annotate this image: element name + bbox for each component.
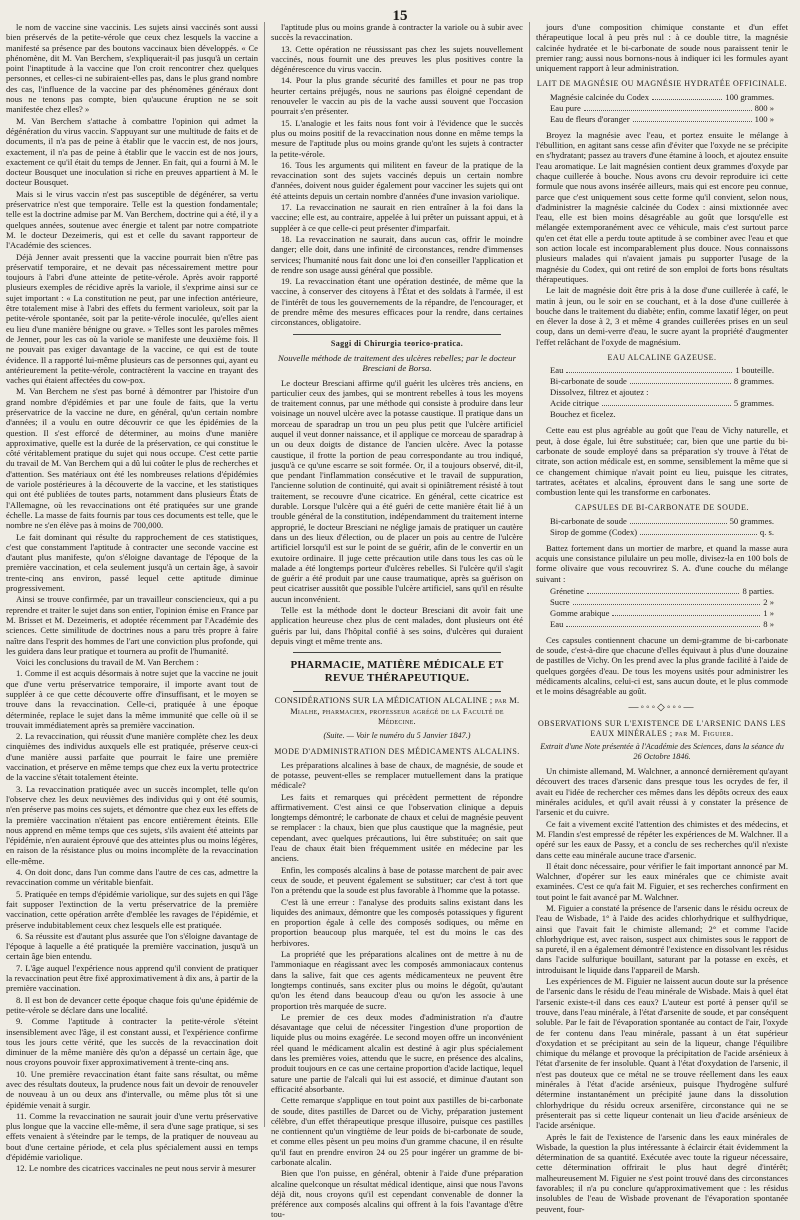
paragraph: 16. Tous les arguments qui militent en faveur de la pratique de la revaccination sont des sujets vaccinés depuis un certain nombre d'années, doivent nous guider également pour vacciner les sujets qui ont été atteints depuis un certain nombre d'années d'une invasion variolique. (271, 159, 523, 201)
recipe-ingredient: Dissolvez, filtrez et ajoutez : (550, 387, 649, 398)
paragraph: 9. Comme l'aptitude à contracter la petite-vérole s'éteint insensiblement avec l'âge, il est constant aussi, et l'expérience confirme tous les jours cette vérité, que les succès de la revaccination doit diminuer de la même manière dès qu'on a dépassé un certain âge, que nous croyons pouvoir fixer approximativement à trente-cinq ans. (6, 1016, 258, 1068)
article-title: OBSERVATIONS SUR L'EXISTENCE DE L'ARSENIC DANS LES EAUX MINÉRALES ; par M. Figuier. (538, 718, 786, 739)
column-2 (264, 22, 529, 1220)
recipe-title: EAU ALCALINE GAZEUSE. (607, 353, 717, 363)
paragraph: Ces capsules contiennent chacune un demi-gramme de bi-carbonate de soude, c'est-à-dire que chacune d'elles équivaut à plus d'une douzaine de pastilles de Vichy. On les prend avec la plus grande facilité à l'aide de quelques gorgées d'eau. De tous les moyens usités pour administrer les médicaments alcalins, celui-ci est, sans aucun doute, et le plus commode et le moins désagréable au goût. (536, 634, 788, 697)
paragraph: Les faits et remarques qui précèdent permettent de répondre affirmativement. C'est ainsi ce que l'observation clinique a depuis longtemps démontré; le carbonate de chaux et celui de magnésie peuvent se remplacer : la chaux, bien que plus caustique que la magnésie, peut cependant, avec quelques précautions, lui être substituée; on sait que l'eau de chaux était bien fréquemment usitée en médecine par les anciens. (271, 791, 523, 864)
paragraph: Le lait de magnésie doit être pris à la dose d'une cuillerée à café, le matin à jeun, ou le soir en se couchant, et à la dose d'une cuillerée à bouche dans le traitement du diabète; enfin, comme laxatif léger, on peut en élever la dose à 2, 3 et même 4 grandes cuillerées prises en un seul coup, dans un demi-verre d'eau, le sucre ayant la propriété d'augmenter l'effet relâchant de l'oxyde de magnésium. (536, 285, 788, 347)
dot-leader (566, 619, 760, 627)
paragraph: Enfin, les composés alcalins à base de potasse marchent de pair avec ceux de soude, et peuvent également se substituer; car c'est à tort que l'on a prétendu que la soude est plus favorable à l'homme que la potasse. (271, 864, 523, 896)
paragraph: Ce fait a vivement excité l'attention des chimistes et des médecins, et M. Flandin s'est empressé de répéter les expériences de M. Walchner. Il a opéré sur les eaux de Passy, et a conclu de ses recherches qu'il n'existe dans cette eau minérale aucune trace d'arsenic. (536, 818, 788, 860)
recipe-row (550, 103, 774, 114)
paragraph: 14. Pour la plus grande sécurité des familles et pour ne pas trop heurter certains préjugés, nous ne saurions pas éloigné cependant de renouveler le vaccin au pis de la vache aussi souvent que l'occasion pourrait s'en présenter. (271, 75, 523, 117)
paragraph: 11. Comme la revaccination ne saurait jouir d'une vertu préservative plus longue que la vaccine elle-même, il sera d'une sage pratique, si ses effets venaient à s'éteindre par le temps, de la pratiquer de nouveau au bout d'une certaine période, et cela plus spécialement aussi en temps d'épidémie variolique. (6, 1110, 258, 1163)
paragraph: 10. Une première revaccination étant faite sans résultat, ou même avec des résultats douteux, la prudence nous fait un devoir de renouveler de nouveau à un ou deux ans d'intervalle, ou même plus tôt si une épidémie venait à surgir. (6, 1068, 258, 1110)
recipe-row (550, 597, 774, 608)
paragraph: Cette eau est plus agréable au goût que l'eau de Vichy naturelle, et peut, à dose égale, lui être substituée; car, bien que une partie du bi-carbonate de soude employé dans sa préparation s'y trouve à l'état de citrate, son action médicale est, en somme, sensiblement la même que si ce changement chimique n'avait point eu lieu, puisque les citrates, tartrates, acétates et alcalins, éprouvent dans le sang une sorte de combustion lente qui les transforme en carbonates. (536, 425, 788, 498)
dot-leader (612, 608, 760, 616)
dot-leader (573, 597, 761, 605)
dated-note: Extrait d'une Note présentée à l'Académie des Sciences, dans la séance du 26 Octobre 1846. (540, 741, 784, 761)
paragraph: Un chimiste allemand, M. Walchner, a annoncé dernièrement qu'ayant découvert des traces d'arsenic dans presque tous les ocrydes de fer, il avait eu l'idée de rechercher ces mêmes dans les dépôts ocreux des eaux minérales acidules, et qu'il avait réussi à y constater la présence de l'arsenic et du cuivre. (536, 766, 788, 818)
suite-note: (Suite. — Voir le numéro du 5 Janvier 1847.) (323, 731, 471, 741)
recipe-ingredient: Bi-carbonate de soude (550, 376, 627, 387)
recipe-row (550, 92, 774, 103)
dot-leader (602, 398, 731, 406)
recipe-ingredient: Acide citrique (550, 398, 599, 409)
paragraph: jours d'une composition chimique constante et d'un effet thérapeutique local à peu près nul : à ce double titre, la magnésie calcinée hydratée et le bi-carbonate de soude nous paraissent tenir le premier rang; aussi nous bornons-nous à indiquer ici les formules ayant uniquement rapport à leur administration. (536, 22, 788, 74)
paragraph: M. Van Berchem ne s'est pas borné à démontrer par l'histoire d'un grand nombre d'épidémies et par une foule de faits, que la vertu préservatrice de la vaccine ne dure, en général, qu'un certain nombre d'années; il a voulu en outre découvrir ce que les épidémies de la question. Il s'est efforcé de déterminer, au moins d'une manière approximative, quelle est la durée de la préservation, ce qui constitue le côté véritablement pratique du sujet qui nous occupe. C'est cette partie du travail de M. Van Berchem qui a dû lui coûter le plus de recherches et d'attention. Ses matériaux ont été les nombreuses relations d'épidémies de variole postérieures à la découverte de la vaccine, et les statistiques qui ont été publiées de toutes parts, notamment dans plusieurs États de l'Allemagne, où les revaccinations ont été pratiquées sur une grande échelle. La masse de faits fournis par tous ces documents est telle, que le nombre ne s'en élève pas à moins de 700,000. (6, 386, 258, 531)
recipe-table (550, 92, 774, 125)
recipe-ingredient: Sucre (550, 596, 570, 607)
recipe-row (550, 409, 774, 420)
paragraph: M. Van Berchem s'attache à combattre l'opinion qui admet la dégénération du virus vaccin. S'appuyant sur une multitude de faits et de documents, il n'a pas de peine à établir que le vaccin est, de nos jours, exactement, il n'a pas de peine à établir que le vaccin est de nos jours, exactement ce qu'il était du temps de Jenner. En fait, qui a fourni à M. le docteur Bousquet une inoculation si riche en preuves appartient à M. le docteur Bousquet. (6, 115, 258, 188)
paragraph: 1. Comme il est acquis désormais à notre sujet que la vaccine ne jouit que d'une vertu préservatrice temporaire, il importe avant tout de suppléer à ce que cette découverte offre d'insuffisant, et le moyen se trouve dans la revaccination. Celle-ci, pratiquée à une époque déterminée, replace le sujet dans la même immunité que celle où il se trouvait immédiatement après sa première vaccination. (6, 668, 258, 730)
paragraph: Cette remarque s'applique en tout point aux pastilles de bi-carbonate de soude, dites pastilles de Darcet ou de Vichy, préparation justement célèbre, d'un effet thérapeutique presque illusoire, puisque ces pastilles ne contiennent qu'un vingtième de leur poids de bi-carbonate de soude, et comme elles pèsent un peu moins d'un gramme chacune, il en résulte qu'il faut en prendre environ 24 ou 25 pour ingérer un gramme de bi-carbonate alcalin. (271, 1095, 523, 1167)
recipe-ingredient: Bi-carbonate de soude (550, 515, 627, 526)
paragraph: Déjà Jenner avait pressenti que la vaccine pourrait bien n'être pas préservatif temporaire, et ne devait pas nécessairement mettre pour toujours à l'abri d'une atteinte de petite-vérole. Après avoir rapporté plusieurs exemples de récidive après la variole, il s'exprime ainsi sur ce sujet important : « La constitution ne peut, par une infection antérieure, être totalement mise à l'abri des effets du ferment varioleux, soit par la petite-vérole spontanée, soit par la petite-vérole inoculée, qu'elles aient eu lieu d'une manière bénigne ou grave. » Telles sont les paroles mêmes de Jenner, pour les cas où la variole se manifeste une deuxième fois. Il ne pouvait pas exiger davantage de la vaccine, ce qui est de toute évidence. Il a rapporté lui-même plusieurs cas de personnes qui, ayant eu antérieurement la petite-vérole, contractèrent la vaccine en trayant des vaches qui étaient affectées du cow-pox. (6, 251, 258, 386)
paragraph: La propriété que les préparations alcalines ont de mettre à nu de l'ammoniaque en réagissant avec les composés ammoniacaux contenus dans la salive, fait que ces agents médicamenteux ne peuvent être longtemps continués, sans exciter plus ou moins le dégoût, qu'autant qu'on les étend dans beaucoup d'eau ou qu'on les associe à une proportion très marquée de sucre. (271, 949, 523, 1011)
recipe-quantity: 8 parties. (742, 585, 774, 596)
paragraph: 19. La revaccination étant une opération destinée, de même que la vaccine, à conserver des citoyens à l'État et des soldats à l'armée, il est de l'intérêt de tous les gouvernements de la répandre, de l'encourager, et de prendre même des mesures efficaces pour la rendre, dans certaines circonstances, obligatoire. (271, 276, 523, 328)
recipe-ingredient: Eau pure (550, 102, 581, 113)
paragraph: Broyez la magnésie avec l'eau, et portez ensuite le mélange à l'ébullition, en agitant sans cesse afin d'éviter que l'oxyde ne se précipite en s'hydratant; passez au travers d'une étamine à looch, et ajoutez ensuite l'eau aromatique. Le lait magnésien contient deux grammes d'oxyde par chaque cuillerée à bouche. Nous avons cru devoir reproduire ici cette formule que nous avons insérée ailleurs, mais qui est encore peu connue, parce que c'est uniquement sous cette forme qu'il convient, selon nous, d'administrer la magnésie calcinée du Codex : ainsi mixtionnée avec l'eau, elle est bien moins désagréable au goût que lorsqu'elle est mélangée extemporanément avec ce véhicule, mais c'est surtout parce qu'en cet état elle a perdu toute aptitude à se combiner avec l'eau et que son action locale est incomparablement plus douce. Nous connaissons plusieurs malades qui n'avaient jamais pu supporter l'usage de la magnésie du Codex, qui ont retiré de son emploi de forts bons résultats thérapeutiques. (536, 129, 788, 284)
paragraph: Après le fait de l'existence de l'arsenic dans les eaux minérales de Wisbade, la question la plus intéressante à éclaircir était évidemment la détermination de sa quantité. Exécutée avec toute la rigueur nécessaire, cette détermination offrirait le plus haut degré d'intérêt; malheureusement M. Figuier ne s'est point trouvé dans des circonstances favorables; il n'a pu conclure qu'approximativement que : les résidus insolubles de l'eau de Wisbade provenant de l'évaporation spontanée peuvent, four- (536, 1131, 788, 1214)
paragraph: Telle est la méthode dont le docteur Bresciani dit avoir fait une application heureuse chez plus de cent malades, dont plusieurs ont été guéris par lui, dans l'hôpital confié à ses soins, d'ulcères qui duraient depuis vingt et même trente ans. (271, 605, 523, 646)
paragraph: 18. La revaccination ne saurait, dans aucun cas, offrir le moindre danger; elle doit, dans une infinité de circonstances, rendre d'immenses services; l'humanité nous fait donc une loi d'en conseiller l'application et de rendre son usage aussi général que possible. (271, 233, 523, 275)
paragraph: 13. Cette opération ne réussissant pas chez les sujets nouvellement vaccinés, nous fournit une des preuves les plus positives contre la dégénérescence du virus vaccin. (271, 43, 523, 75)
dot-leader (630, 516, 727, 524)
recipe-quantity: 50 grammes. (729, 515, 774, 526)
paragraph: M. Figuier a constaté la présence de l'arsenic dans le résidu ocreux de l'eau de Wisbade, 1° à l'aide des acides chlorhydrique et sulfhydrique, ainsi que l'avait fait le chimiste allemand; 2° et comme l'acide chlorhydrique est, avec raison, suspect aux chimistes sous le rapport de sa pureté, il en a également démontré l'existence en dissolvant les résidus dans l'acide sulfurique bouillant, saturant par la potasse en excès, et introduisant le liquide dans l'appareil de Marsh. (536, 903, 788, 975)
recipe-row (550, 365, 774, 376)
paragraph: Voici les conclusions du travail de M. Van Berchem : (16, 657, 199, 668)
paragraph: Les préparations alcalines à base de chaux, de magnésie, de soude et de potasse, peuvent-elles se remplacer mutuellement dans la pratique médicale? (271, 759, 523, 791)
recipe-table (550, 365, 774, 420)
dot-leader (633, 114, 752, 122)
recipe-quantity: 100 grammes. (725, 91, 774, 102)
paragraph: Battez fortement dans un mortier de marbre, et quand la masse aura acquis une consistance pilulaire un peu molle, divisez-la en 100 bols de forme olivaire que vous recouvrirez S. A. d'une couche du mélange suivant : (536, 542, 788, 584)
recipe-ingredient: Eau (550, 365, 564, 376)
recipe-ingredient: Bouchez et ficelez. (550, 409, 616, 420)
paragraph: Ainsi se trouve confirmée, par un travailleur consciencieux, qui a pu reprendre et traiter le sujet dans son entier, l'opinion émise en France par M. Brisset et M. Dezeimeris, et adoptée récemment par l'Académie des sciences. Cette similitude de doctrines nous a paru très propre à faire naître dans l'esprit des hommes de l'art une conviction plus profonde, qui les guidera dans leur pratique et tournera au profit de l'humanité. (6, 594, 258, 656)
paragraph: l'aptitude plus ou moins grande à contracter la variole ou à subir avec succès la revaccination. (271, 22, 523, 43)
column-1 (0, 22, 264, 1174)
recipe-title: LAIT DE MAGNÉSIE OU MAGNÉSIE HYDRATÉE OFFICINALE. (536, 79, 788, 89)
recipe-row (550, 619, 774, 630)
paragraph: Bien que l'on puisse, en général, obtenir à l'aide d'une préparation alcaline quelconque un résultat médical identique, ainsi que nous l'avons déjà dit, nous croyons qu'il est cependant convenable de donner la préférence aux composés alcalins qui offrent à la fois l'avantage d'être tou- (271, 1168, 523, 1220)
paragraph: 8. Il est bon de devancer cette époque chaque fois qu'une épidémie de petite-vérole se déclare dans une localité. (6, 994, 258, 1015)
recipe-row (550, 398, 774, 409)
recipe-table (550, 586, 774, 630)
recipe-ingredient: Gomme arabique (550, 607, 610, 618)
dot-leader (587, 586, 740, 594)
recipe-quantity: 8 » (763, 618, 774, 629)
paragraph: 17. La revaccination ne saurait en rien entraîner à la foi dans la vaccine; elle est, au contraire, appelée à lui prêter un puissant appui, et à suppléer à ce que celle-ci peut présenter d'imparfait. (271, 202, 523, 233)
recipe-quantity: 100 » (754, 113, 774, 124)
paragraph: 5. Pratiquée en temps d'épidémie variolique, sur des sujets en qui l'âge fait supposer l'extinction de la vertu préservatrice de la première vaccination, cette opération arrête d'emblée les ravages de l'épidémie, et préserve indubitablement ceux chez lesquels elle est pratiquée. (6, 888, 258, 930)
paragraph: 15. L'analogie et les faits nous font voir à l'évidence que le succès plus ou moins positif de la revaccination nous donne en même temps la mesure de l'aptitude plus ou moins grande qu'ont les sujets à contracter la petite-vérole. (271, 117, 523, 159)
paragraph: 4. On doit donc, dans l'un comme dans l'autre de ces cas, admettre la revaccination comme un véritable bienfait. (6, 867, 258, 888)
paragraph: 3. La revaccination pratiquée avec un succès incomplet, telle qu'on l'observe chez les deux neuvièmes des individus qui y ont été soumis, n'en préserve pas moins ces sujets, et démontre que chez eux les effets de la première vaccination n'étaient pas encore entièrement éteints. Elle nous apprend en même temps que ces sujets, s'ils avaient été atteints par l'épidémie, n'en auraient éprouvé que des atteintes plus ou moins légères, en raison de la résistance plus ou moins incomplète de la revaccination elle-même. (6, 783, 258, 866)
page-number: 15 (392, 8, 408, 24)
recipe-row (550, 376, 774, 387)
paragraph: C'est là une erreur : l'analyse des produits salins existant dans les liquides des animaux, démontre que les composés potassiques y figurent en proportion égale à celle des composés sodiques, ou même en proportion beaucoup plus marquée, tel est du moins le cas des herbivores. (271, 896, 523, 948)
recipe-table (550, 516, 774, 538)
recipe-quantity: 800 » (754, 102, 774, 113)
subheading: MODE D'ADMINISTRATION DES MÉDICAMENTS ALCALINS. (274, 747, 520, 757)
paragraph: 12. Le nombre des cicatrices vaccinales ne peut nous servir à mesurer (16, 1163, 256, 1174)
recipe-row (550, 516, 774, 527)
divider-rule (293, 691, 501, 692)
paragraph: Le fait dominant qui résulte du rapprochement de ces statistiques, c'est que constamment l'aptitude à contracter une seconde vaccine est d'autant plus manifeste, qu'on s'éloigne davantage de l'époque de la première vaccination, et cela seulement jusqu'à un certain âge, à savoir trente-cinq ans environ, passé lequel cette aptitude diminue progressivement. (6, 531, 258, 594)
dot-leader (640, 527, 757, 535)
recipe-ingredient: Eau (550, 618, 564, 629)
paragraph: Il était donc nécessaire, pour vérifier le fait important annoncé par M. Walchner, d'opérer sur les eaux minérales que ce chimiste avait examinées. C'est ce qu'a fait M. Figuier, et ses recherches confirment en tout point le fait avancé par M. Walchner. (536, 860, 788, 902)
paragraph: 6. Sa réussite est d'autant plus assurée que l'on s'éloigne davantage de l'époque à laquelle a été pratiquée la première vaccination, jusqu'à un certain âge bien entendu. (6, 930, 258, 962)
section-title: PHARMACIE, MATIÈRE MÉDICALE ET REVUE THÉRAPEUTIQUE. (290, 659, 504, 685)
divider-rule (293, 652, 501, 653)
recipe-quantity: 1 bouteille. (735, 365, 774, 376)
paragraph: Le docteur Bresciani affirme qu'il guérit les ulcères très anciens, en particulier ceux des jambes, qui se montrent rebelles à tous les moyens de traitement connus, par une méthode qui consiste à produire dans leur voisinage un nouvel ulcère avec la potasse caustique. Il pratique dans un morceau de sparadrap un trou un peu plus petit que l'ulcère artificiel auquel il veut donner naissance, et il applique ce morceau de sparadrap à un ou deux doigts de distance de l'ancien ulcère. Avec la potasse caustique, il frotte la portion de peau correspondante au trou indiqué, jusqu'à ce qu'une escarre se soit formée. Or, il a toujours observé, dit-il, que pendant l'inflammation consécutive et le travail de suppuration, l'ancienne solution de continuité, qui avait si opiniâtrement résisté à tout traitement, se recouvre d'une cicatrice. En général, cette cicatrice est durable. Lorsque l'ulcère qui a été guéri de cette manière était lié à un trouble général de la constitution, indépendamment du traitement interne approprié, le docteur Bresciani ne néglige jamais de pratiquer un cautère dans un des lieux d'élection, ou de placer un pois au centre de l'ulcère artificiel lorsqu'il est sur le point de se guérir, afin de le convertir en un exutoire ordinaire. Il juge cette précaution utile dans tous les cas où le malade a été longtemps porteur d'ulcères rebelles. Si l'ulcère qu'il s'agit de guérir a été produit par une cause traumatique, après sa guérison on peut cicatriser aussitôt que possible l'ulcère artificiel, sans qu'il en résulte aucun inconvénient. (271, 377, 523, 604)
recipe-ingredient: Magnésie calcinée du Codex (550, 91, 650, 102)
dot-leader (584, 103, 752, 111)
dot-leader (652, 92, 722, 100)
divider-rule (293, 334, 501, 335)
recipe-quantity: 5 grammes. (733, 398, 774, 409)
article-title: Nouvelle méthode de traitement des ulcères rebelles; par le docteur Bresciani de Borsa. (277, 352, 516, 374)
recipe-ingredient: Grénetine (550, 585, 584, 596)
recipe-row (550, 586, 774, 597)
recipe-ingredient: Eau de fleurs d'oranger (550, 113, 630, 124)
paragraph: 7. L'âge auquel l'expérience nous apprend qu'il convient de pratiquer la revaccination peut être fixé approximativement à dix ans, à partir de la première vaccination. (6, 962, 258, 994)
recipe-quantity: q. s. (759, 526, 774, 537)
paragraph: le nom de vaccine sine vaccinis. Les sujets ainsi vaccinés sont aussi bien préservés de la petite-vérole que ceux chez lesquels la vaccine a manifesté sa présence par des boutons vaccinaux bien développés. « Ce phénomène, dit M. Van Berchem, s'expliquerait-il pas jusqu'à un certain point l'inaptitude à la vaccine que l'on croit rencontrer chez quelques personnes, et celles-ci ne subiraient-elles pas, dans le plus grand nombre des cas, l'influence de la vaccine par des phénomènes généraux dont nous ne tenons pas compte, bien qu'aucune éruption ne se soit manifestée chez elles? » (6, 22, 258, 115)
recipe-row (550, 527, 774, 538)
recipe-quantity: 2 » (763, 596, 774, 607)
column-3 (529, 22, 794, 1214)
paragraph: Le premier de ces deux modes d'administration n'a d'autre désavantage que celui de nécessiter l'ingestion d'une proportion de liquide plus ou moins exagérée. Le second moyen offre un inconvénient réel quand le médicament alcalin est destiné à agir plus spécialement dans les premières voies, attendu que le sucre, en présence des alcalins, produit toujours en ce cas une certaine proportion d'acide lactique, lequel sature une partie de l'alcali qui lui est associé, et diminue d'autant son efficacité absorbante. (271, 1011, 523, 1094)
article-heading: Saggi di Chirurgia teorico-pratica. (330, 338, 464, 348)
dot-leader (630, 376, 731, 384)
recipe-quantity: 1 » (763, 607, 774, 618)
recipe-title: CAPSULES DE BI-CARBONATE DE SOUDE. (575, 503, 749, 513)
article-heading: CONSIDÉRATIONS SUR LA MÉDICATION ALCALINE ; par M. Mialhe, pharmacien, professeur agrégé de la Faculté de Médecine. (274, 696, 520, 726)
recipe-row (550, 114, 774, 125)
recipe-quantity: 8 grammes. (733, 376, 774, 387)
paragraph: Mais si le virus vaccin n'est pas susceptible de dégénérer, sa vertu préservatrice n'est que temporaire. Telle est la question fondamentale; telle est la doctrine admise par M. Van Berchem, doctrine qui a été, il y a quelques années, soutenue avec énergie et talent par notre compatriote M. le docteur Dezeimeris, qui est et celle du savant rapporteur de l'Académie des sciences. (6, 188, 258, 251)
recipe-row (550, 387, 774, 398)
paragraph: 2. La revaccination, qui réussit d'une manière complète chez les deux cinquièmes des individus auxquels elle est pratiquée, préserve ceux-ci d'une manière aussi parfaite que pourrait le faire une première vaccination, et préserve en même temps que chez eux la vertu protectrice de la vaccine s'était totalement éteinte. (6, 731, 258, 783)
recipe-row (550, 608, 774, 619)
paragraph: Les expériences de M. Figuier ne laissent aucun doute sur la présence de l'arsenic dans le résidu de l'eau minérale de Wisbade. Mais à quel état l'arsenic existe-t-il dans ces eaux? L'auteur est porté à penser qu'il se trouve, dans l'eau minérale, à l'état d'arsenite de soude, et par conséquent soluble. Par le fait de l'évaporation spontanée au contact de l'air, l'oxyde de fer contenu dans l'eau minérale, passant à un état supérieur d'oxydation et se précipitant au sein de la liqueur, change l'équilibre chimique du mélange et provoque la précipitation de l'acide arsénieux à l'état d'arsenite de fer insoluble. Quant à l'état d'oxydation de l'arsenic, il n'est pas douteux que ce métal ne se trouve réellement dans les eaux minérales à l'état d'acide arsénieux, puisque l'hydrogène sulfuré détermine instantanément un précipité jaune dans la dissolution chlorhydrique du résidu ocreux arsenifère, circonstance qui ne se présenterait pas si cette liqueur contenait un lieu d'acide arsénieux de l'acide arsénique. (536, 976, 788, 1131)
dot-leader (566, 365, 732, 373)
ornament-separator: —◦◦◦◇◦◦◦— (628, 701, 696, 713)
recipe-ingredient: Sirop de gomme (Codex) (550, 526, 638, 537)
columns (0, 22, 794, 1220)
